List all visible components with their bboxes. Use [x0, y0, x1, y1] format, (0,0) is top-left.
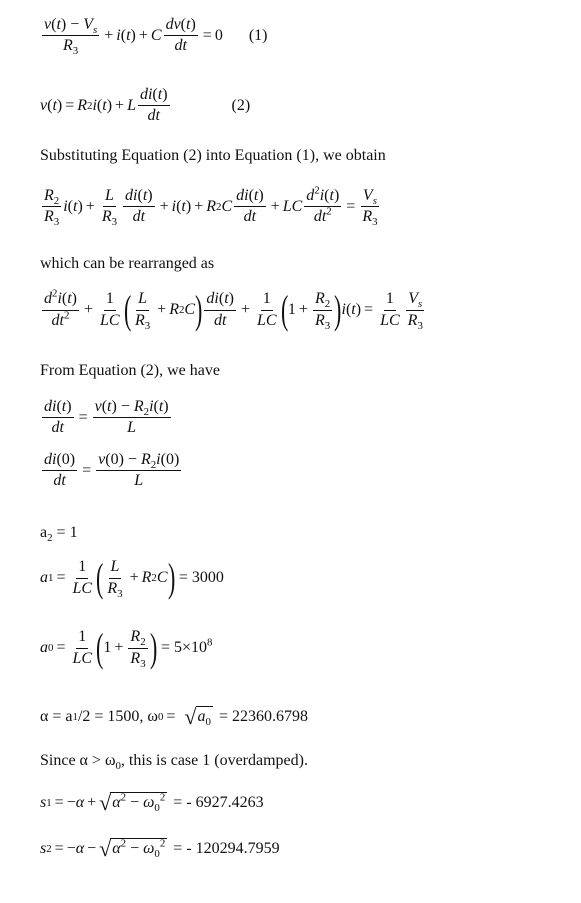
alpha-omega-line: α = a 1 /2 = 1500, ω 0 = √ $a_0$ = 22360.6798	[40, 704, 308, 729]
equation-didt: $\frac{di(t)}{dt}$ = $\frac{v(t) - R_2i(t)}{L}$	[44, 398, 169, 437]
equation-2: v ( t ) = R 2 i ( t ) + L $\frac{di(t)}{dt}$ (2)	[40, 86, 251, 125]
equation-ode: $\frac{d^2i(t)}{dt^2}$ + $\frac{1}{LC}$ ( $\frac{L}{R_3}$ + R 2 C ) $\frac{di(t)}{dt}$ + $\frac{1}{LC}$ ( 1 + $\frac{R_2}{R_3}$ ) i ( t ) = $\frac{1}{LC}$ $\frac{V_s}{R_3}$	[44, 287, 423, 332]
a1-line: a 1 = $\frac{1}{LC}$ ( $\frac{L}{R_3}$ + R 2 C ) = 3000	[40, 555, 224, 600]
equation-1-label: (1)	[248, 26, 268, 44]
s1-line: s 1 = − α + √ $\alpha^2 - \omega_0^2$ = - 6927.4263	[40, 790, 264, 815]
equation-combined: $\frac{R_2}{R_3}$ i ( t ) + $\frac{L}{R_3}$ $\frac{di(t)}{dt}$ + i ( t ) + R 2 C $\frac{di(t)}{dt}$ + LC $\frac{d^2i(t)}{dt^2}$ = $\frac{V_s}{R_3}$	[44, 184, 378, 229]
equation-di0dt: $\frac{di(0)}{dt}$ = $\frac{v(0) - R_2i(0)}{L}$	[44, 451, 180, 490]
text-case: Since $\alpha > \omega_0$, this is case 1 (overdamped).	[40, 752, 308, 773]
text-substituting: Substituting Equation (2) into Equation (1), we obtain	[40, 147, 386, 164]
text-rearranged: which can be rearranged as	[40, 255, 215, 272]
a2-line: $a_2 = 1$	[40, 524, 78, 545]
equation-2-label: (2)	[231, 96, 251, 114]
a0-line: a 0 = $\frac{1}{LC}$ ( 1 + $\frac{R_2}{R_3}$ ) = $5\times 10^8$	[40, 625, 213, 670]
s2-line: s 2 = − α − √ $\alpha^2 - \omega_0^2$ = - 120294.7959	[40, 836, 280, 861]
text-from-equation: From Equation (2), we have	[40, 362, 220, 379]
equation-1: $\frac{v(t) - V_s}{R_3}$ + i ( t ) + C $\frac{dv(t)}{dt}$ = 0 (1)	[44, 16, 268, 58]
